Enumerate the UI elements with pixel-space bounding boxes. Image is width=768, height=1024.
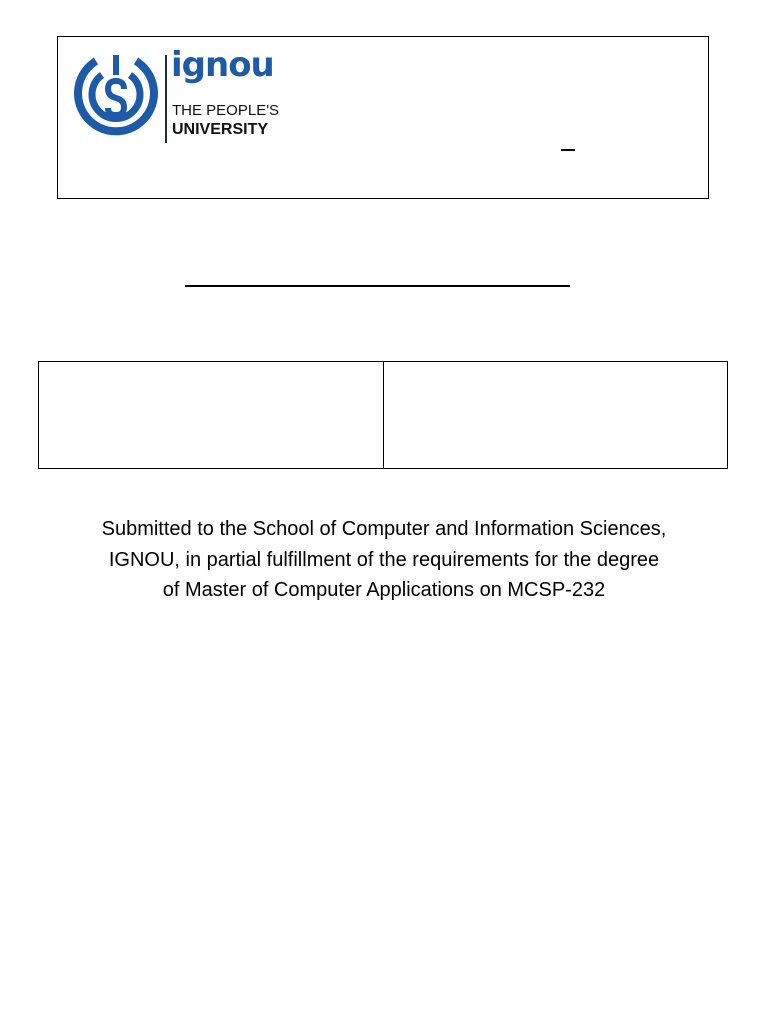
title-underline <box>185 285 570 287</box>
logo-wordmark: ignou <box>171 45 274 85</box>
info-table <box>38 361 728 469</box>
right-cell <box>383 362 728 469</box>
submission-line-1: Submitted to the School of Computer and Information Sciences, <box>101 518 667 540</box>
submission-line-3: of Master of Computer Applications on MCSP-232 <box>162 579 606 601</box>
university-logo <box>72 45 280 147</box>
ignou-emblem-icon <box>72 53 160 143</box>
logo-tagline-line1: THE PEOPLE'S <box>172 102 280 119</box>
logo-divider <box>165 55 167 143</box>
header-dash <box>561 149 575 151</box>
submission-statement <box>40 514 728 606</box>
submission-line-2: IGNOU, in partial fulfillment of the requirements for the degree <box>108 548 660 571</box>
header-box <box>57 36 709 199</box>
logo-tagline-line2: UNIVERSITY <box>172 121 269 138</box>
table-row <box>39 362 728 469</box>
left-cell <box>39 362 384 469</box>
